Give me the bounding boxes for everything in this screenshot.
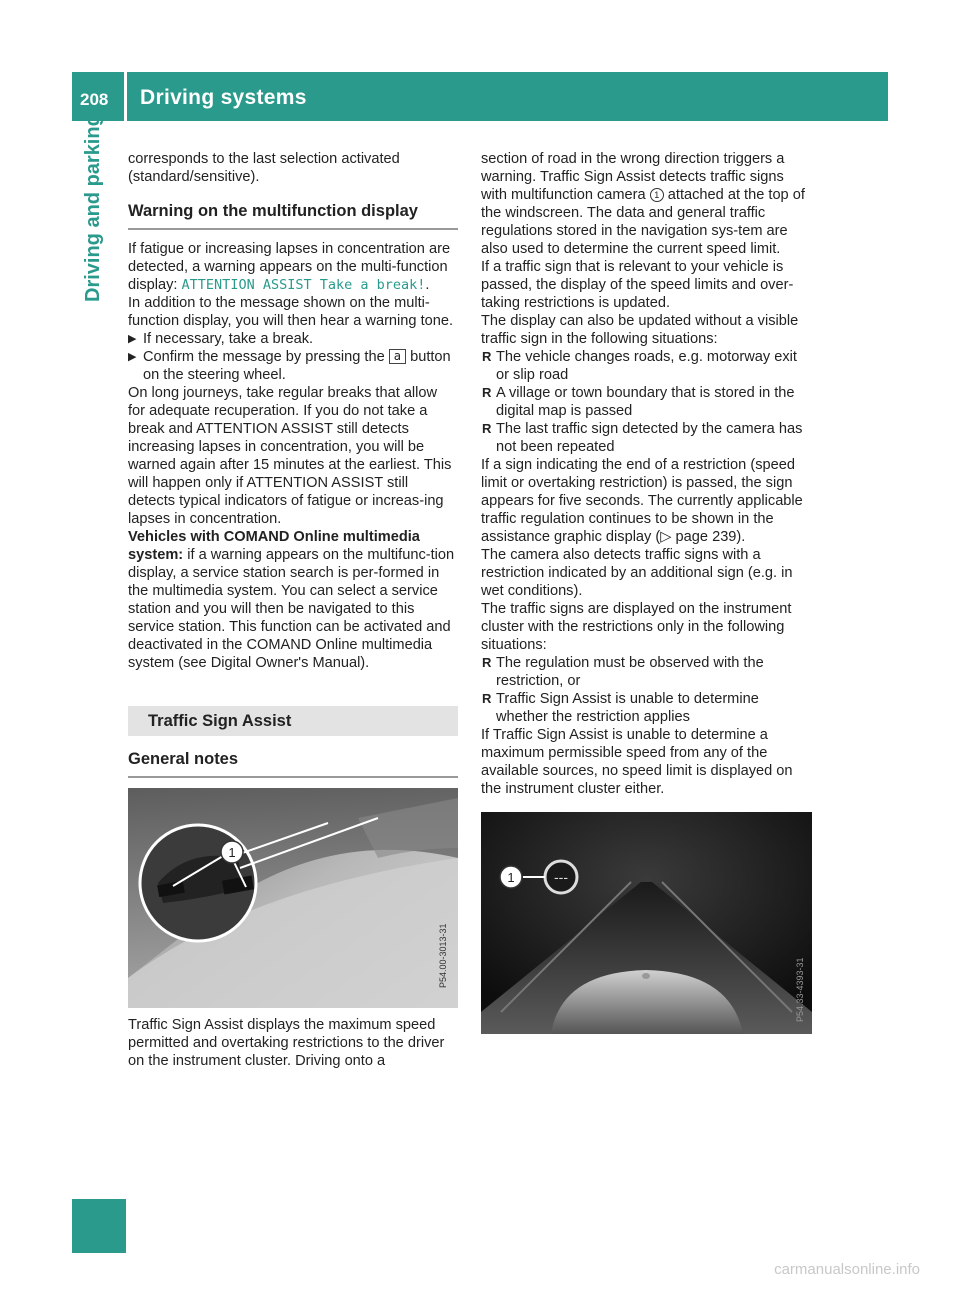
instrument-cluster-image xyxy=(481,812,812,1034)
bullet-item xyxy=(481,420,812,456)
step-take-break xyxy=(128,330,458,348)
bullet-icon: R xyxy=(482,655,492,670)
step-confirm xyxy=(128,348,458,384)
intro-text: corresponds to the last selection activated (standard/sensitive). xyxy=(128,151,400,185)
windscreen-camera-image xyxy=(128,788,458,1008)
bullet-item xyxy=(481,690,812,726)
no-speed-paragraph: If Traffic Sign Assist is unable to determine a maximum permissible speed from any of the available sources, no speed limit is displayed on the instrument cluster either. xyxy=(481,727,793,797)
cluster-sign-text: --- xyxy=(554,869,568,885)
page-reference-link[interactable]: (▷ page 239). xyxy=(655,529,746,545)
svg-text:1: 1 xyxy=(228,845,236,860)
warning-text: If fatigue or increasing lapses in concentration are detected, a warning appears on the multi-function display: xyxy=(128,241,451,293)
heading-warning: Warning on the multifunction display xyxy=(128,202,458,230)
comand-heading: Vehicles with COMAND Online multimedia system: xyxy=(128,529,420,563)
additional-sign-paragraph: The camera also detects traffic signs with a restriction indicated by an additional sign (e.g. in wet conditions). xyxy=(481,547,793,599)
bullet-item xyxy=(481,348,812,384)
end-restriction-text: If a sign indicating the end of a restriction (speed limit or overtaking restriction) is passed, the sign appears for five seconds. The currently applicable traffic regulation continues to be shown in the assistance graphic display xyxy=(481,457,803,545)
display-message: ATTENTION ASSIST Take a break! xyxy=(181,277,426,293)
tsa-intro-paragraph: Traffic Sign Assist displays the maximum speed permitted and overtaking restrictions to the driver on the instrument cluster. Driving onto a xyxy=(128,1017,445,1069)
image-callout: 1 xyxy=(507,870,515,885)
step-arrow-icon: ▶ xyxy=(128,351,137,363)
camera-text-end: attached at the top of the windscreen. The data and general traffic regulations stored in the navigation sys-tem are also used to determine the current speed limit. xyxy=(481,187,805,257)
section-title: Traffic Sign Assist xyxy=(128,706,458,736)
header-separator xyxy=(124,72,127,121)
no-sign-paragraph: The display can also be updated without a visible traffic sign in the following situations: xyxy=(481,313,799,347)
bullet-text: The last traffic sign detected by the camera has not been repeated xyxy=(496,421,803,455)
camera-paragraph xyxy=(481,150,812,258)
comand-paragraph xyxy=(128,528,458,672)
bullet-icon: R xyxy=(482,691,492,706)
warning-text-end: . xyxy=(425,277,430,293)
bullet-text: A village or town boundary that is stored in the digital map is passed xyxy=(496,385,795,419)
side-section-label-text: Driving and parking xyxy=(82,114,104,302)
end-restriction-paragraph xyxy=(481,456,812,546)
sign-passed-paragraph: If a traffic sign that is relevant to your vehicle is passed, the display of the speed limits and over-taking restrictions is updated. xyxy=(481,259,794,311)
image-code: P54.33-4393-31 xyxy=(795,957,805,1022)
ok-key-icon: a xyxy=(389,349,406,364)
bullet-text: Traffic Sign Assist is unable to determine whether the restriction applies xyxy=(496,691,759,725)
camera-text: section of road in the wrong direction triggers a warning. Traffic Sign Assist detects traffic signs with multifunction camera xyxy=(481,151,785,203)
warning-paragraph xyxy=(128,240,458,294)
page-title: Driving systems xyxy=(140,86,307,109)
left-column xyxy=(128,150,458,1070)
bullet-item xyxy=(481,654,812,690)
long-journey-paragraph: On long journeys, take regular breaks that allow for adequate recuperation. If you do not take a break and ATTENTION ASSIST still detects increasing lapses in concentration, you will be warned again after 15 minutes at the earliest. This will happen only if ATTENTION ASSIST still detects typical indicators of fatigue or increas-ing lapses in concentration. xyxy=(128,385,452,527)
bullet-icon: R xyxy=(482,385,492,400)
step-text: If necessary, take a break. xyxy=(143,331,314,347)
bullet-item xyxy=(481,384,812,420)
step-text: Confirm the message by pressing the xyxy=(143,349,385,365)
step-text-end: button on the steering wheel. xyxy=(143,349,451,383)
side-tab-marker xyxy=(72,1199,126,1253)
comand-text: if a warning appears on the multifunc-tion display, a service station search is per-formed in the multimedia system. You can select a service station and you will then be navigated to this service station. This function can be activated and deactivated in the COMAND Online multimedia system (see Digital Owner's Manual). xyxy=(128,547,455,671)
page-number: 208 xyxy=(80,90,109,109)
callout-1-icon: 1 xyxy=(650,188,664,202)
bullet-icon: R xyxy=(482,349,492,364)
tone-paragraph: In addition to the message shown on the multi-function display, you will then hear a warning tone. xyxy=(128,295,454,329)
bullet-text: The vehicle changes roads, e.g. motorway exit or slip road xyxy=(496,349,797,383)
image-code: P54.00-3013-31 xyxy=(438,923,448,988)
right-column xyxy=(481,150,812,1034)
bullet-icon: R xyxy=(482,421,492,436)
step-arrow-icon: ▶ xyxy=(128,333,137,345)
bullet-text: The regulation must be observed with the restriction, or xyxy=(496,655,764,689)
watermark: carmanualsonline.info xyxy=(774,1261,920,1278)
heading-general-notes: General notes xyxy=(128,750,458,778)
restrictions-paragraph: The traffic signs are displayed on the instrument cluster with the restrictions only in the following situations: xyxy=(481,601,792,653)
